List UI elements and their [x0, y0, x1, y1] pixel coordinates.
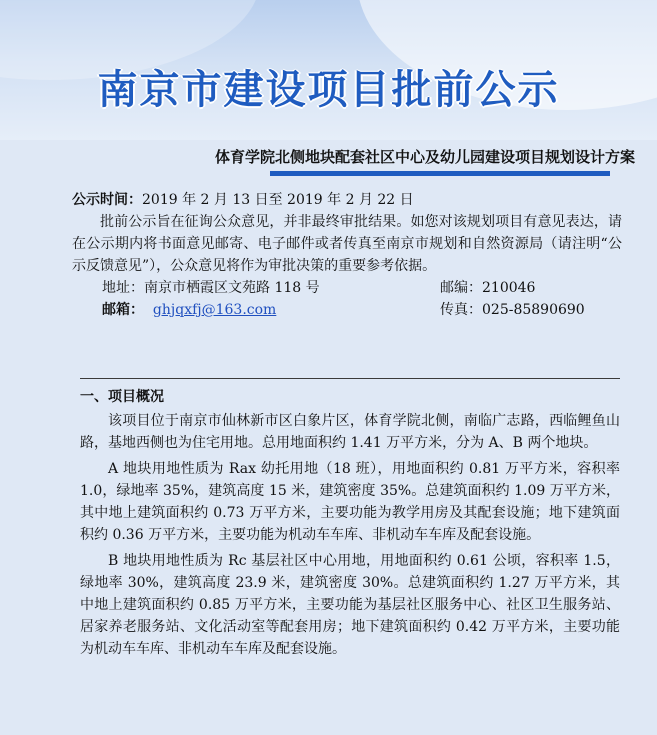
- address-label: 地址：: [102, 280, 144, 296]
- notice-time-value: 2019 年 2 月 13 日至 2019 年 2 月 22 日: [142, 192, 414, 208]
- plot-a-paragraph: A 地块用地性质为 Rax 幼托用地（18 班），用地面积约 0.81 万平方米，容积率 1.0，绿地率 35%，建筑高度 15 米，建筑密度 35%。总建筑面积约 1.09 万平方米，其中地上建筑面积约 0.73 万平方米，主要功能为教学用房及其配套设施；地下建筑面积约 0.36 万平方米，主要功能为机动车车库、非机动车车库及配套设施。: [80, 461, 620, 543]
- contact-row: [72, 299, 622, 321]
- notice-block: [72, 189, 622, 321]
- overview-heading: 一、项目概况: [80, 389, 164, 405]
- overview-paragraph: 该项目位于南京市仙林新市区白象片区，体育学院北侧，南临广志路，西临鲤鱼山路，基地西侧也为住宅用地。总用地面积约 1.41 万平方米，分为 A、B 两个地块。: [80, 413, 620, 451]
- project-overview: [80, 386, 620, 664]
- fax-label: 传真：: [440, 302, 482, 318]
- postcode-value: 210046: [482, 280, 536, 296]
- fax-value: 025-85890690: [482, 302, 585, 318]
- page-title: 南京市建设项目批前公示: [97, 66, 560, 113]
- plot-b-paragraph: B 地块用地性质为 Rc 基层社区中心用地，用地面积约 0.61 公顷，容积率 1.5，绿地率 30%，建筑高度 23.9 米，建筑密度 30%。总建筑面积约 1.27 万平方米，其中地上建筑面积约 0.85 万平方米，主要功能为基层社区服务中心、社区卫生服务站、居家养老服务站、文化活动室等配套用房；地下建筑面积约 0.42 万平方米，主要功能为机动车车库、非机动车车库及配套设施。: [80, 553, 620, 657]
- title-underline: [270, 171, 610, 176]
- email-link[interactable]: ghjqxfj@163.com: [152, 302, 277, 318]
- project-name: 体育学院北侧地块配套社区中心及幼儿园建设项目规划设计方案: [214, 148, 635, 166]
- notice-time-row: [72, 189, 622, 211]
- email-label: 邮箱：: [102, 302, 144, 318]
- address-value: 南京市栖霞区文苑路 118 号: [144, 280, 320, 296]
- notice-intro: 批前公示旨在征询公众意见，并非最终审批结果。如您对该规划项目有意见表达，请在公示期内将书面意见邮寄、电子邮件或者传真至南京市规划和自然资源局（请注明“公示反馈意见”），公众意见将作为审批决策的重要参考依据。: [72, 214, 622, 274]
- notice-time-label: 公示时间：: [72, 192, 142, 208]
- section-divider: [80, 378, 620, 379]
- address-row: [72, 277, 622, 299]
- postcode-label: 邮编：: [440, 280, 482, 296]
